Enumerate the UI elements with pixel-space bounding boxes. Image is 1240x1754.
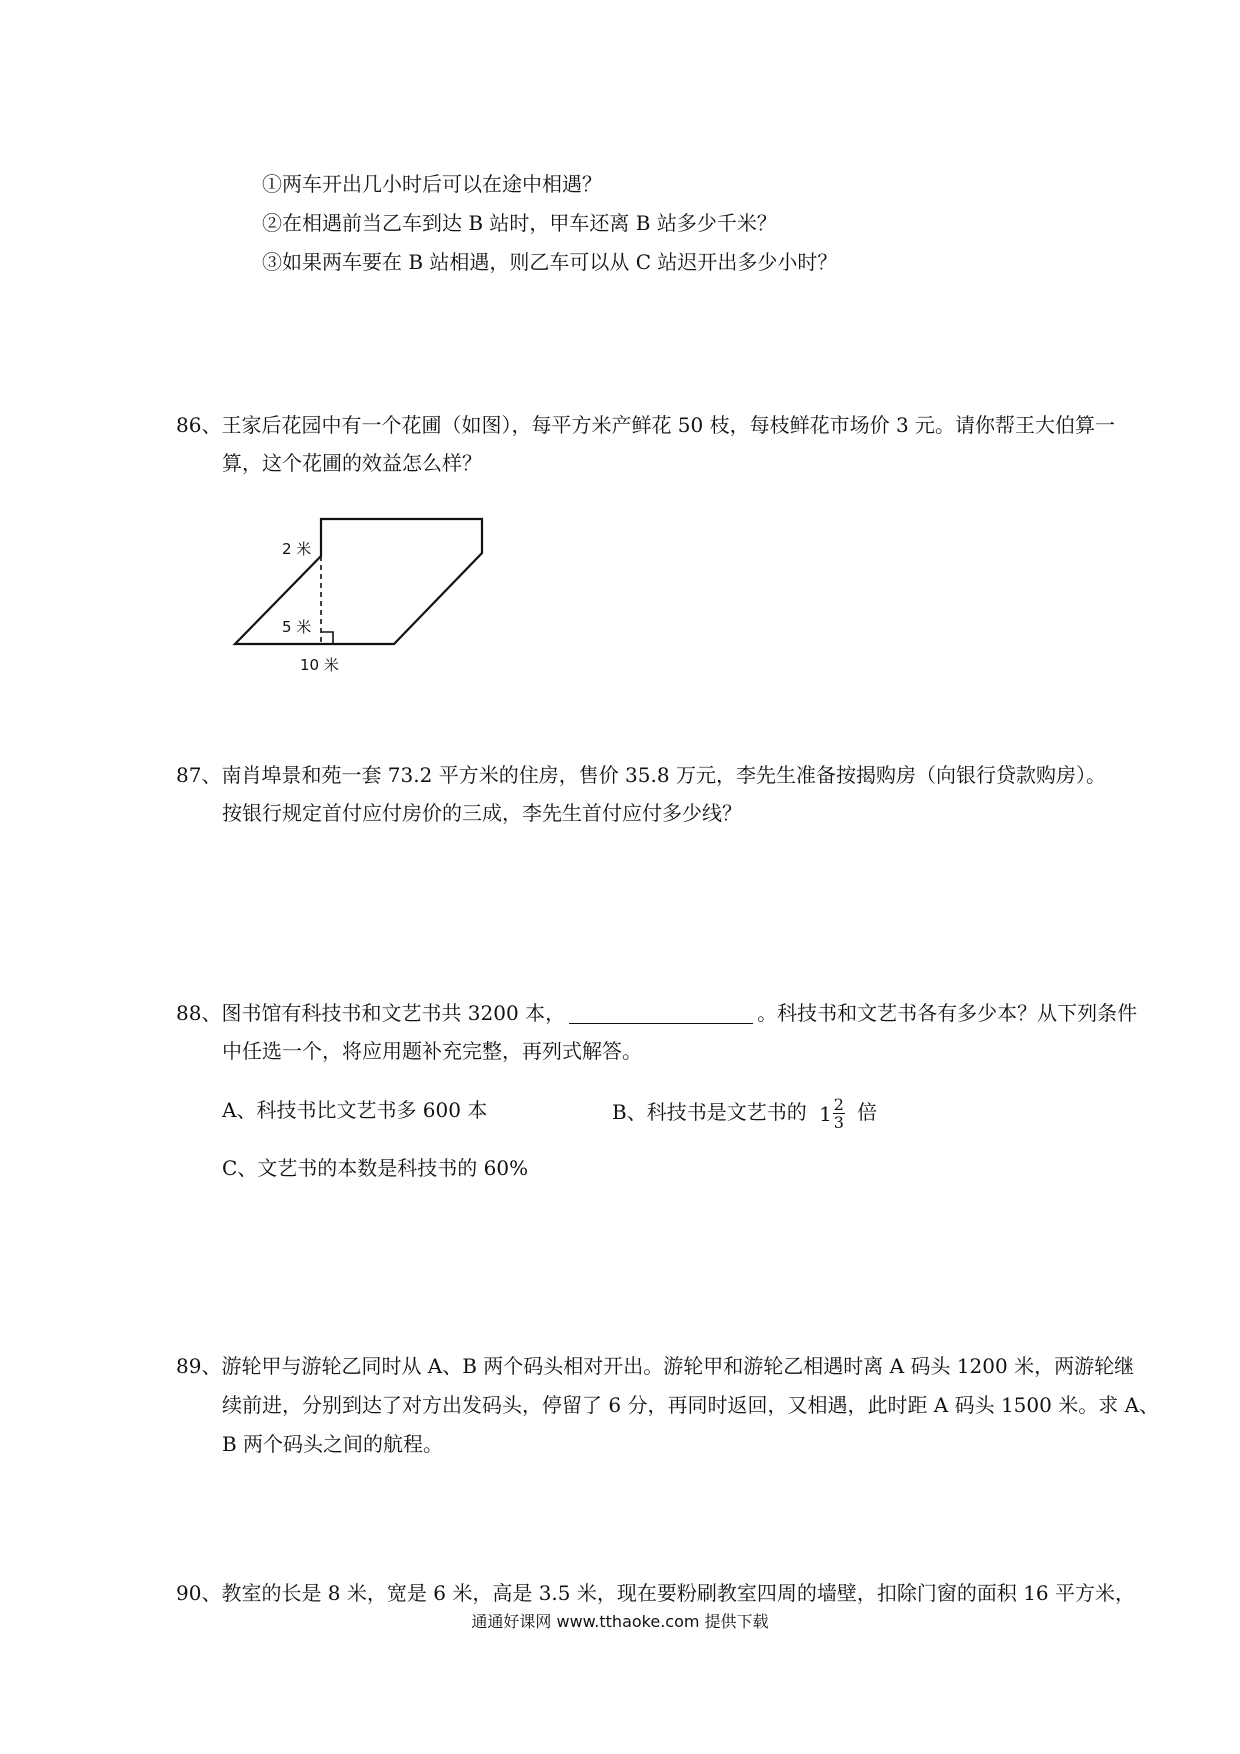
question-90-number: 90、 bbox=[176, 1581, 222, 1605]
question-86-text-1: 王家后花园中有一个花圃（如图），每平方米产鲜花 50 枝，每枝鲜花市场价 3 元。请你帮王大伯算一 bbox=[221, 413, 1116, 437]
question-89-line-1 bbox=[176, 1352, 1134, 1380]
fraction-part bbox=[833, 1096, 845, 1131]
option-b-text: B、科技书是文艺书的 bbox=[612, 1100, 807, 1124]
question-88-line-2: 中任选一个，将应用题补充完整，再列式解答。 bbox=[222, 1039, 642, 1063]
question-89-line-2: 续前进，分别到达了对方出发码头，停留了 6 分，再同时返回，又相遇，此时距 A 码头 1500 米。求 A、 bbox=[222, 1393, 1160, 1417]
page-footer: 通通好课网 www.tthaoke.com 提供下载 bbox=[471, 1612, 769, 1631]
question-85-item-2: ②在相遇前当乙车到达 B 站时，甲车还离 B 站多少千米？ bbox=[262, 211, 777, 235]
label-top-length: 2 米 bbox=[282, 540, 312, 558]
question-88-option-c: C、文艺书的本数是科技书的 60% bbox=[222, 1156, 529, 1180]
question-87-number: 87、 bbox=[176, 763, 222, 787]
question-86-number: 86、 bbox=[176, 413, 222, 437]
label-base-length: 10 米 bbox=[300, 656, 339, 674]
question-87-line-2: 按银行规定首付应付房价的三成，李先生首付应付多少线？ bbox=[222, 801, 742, 825]
question-86-line-1 bbox=[176, 411, 1115, 439]
mixed-fraction bbox=[819, 1096, 845, 1131]
question-87-text-1: 南肖埠景和苑一套 73.2 平方米的住房，售价 35.8 万元，李先生准备按揭购房（向银行贷款购房）。 bbox=[221, 763, 1106, 787]
question-87-line-1 bbox=[176, 761, 1106, 789]
question-88-number: 88、 bbox=[176, 1001, 222, 1025]
question-89-number: 89、 bbox=[176, 1354, 222, 1378]
question-90-line-1 bbox=[176, 1579, 1135, 1607]
fraction-denominator: 3 bbox=[833, 1113, 844, 1132]
flower-bed-figure bbox=[220, 510, 520, 700]
question-88-text-1b: 。科技书和文艺书各有多少本？从下列条件 bbox=[757, 1001, 1138, 1025]
option-b-suffix: 倍 bbox=[857, 1100, 878, 1124]
fraction-whole: 1 bbox=[819, 1101, 832, 1126]
question-89-line-3: B 两个码头之间的航程。 bbox=[222, 1432, 444, 1456]
fraction-numerator: 2 bbox=[833, 1095, 844, 1114]
question-85-item-1: ①两车开出几小时后可以在途中相遇？ bbox=[262, 172, 602, 196]
right-angle-mark bbox=[321, 632, 333, 644]
question-86-line-2: 算，这个花圃的效益怎么样？ bbox=[222, 451, 482, 475]
question-88-option-b bbox=[612, 1096, 877, 1131]
label-height: 5 米 bbox=[282, 618, 312, 636]
question-88-text-1a: 图书馆有科技书和文艺书共 3200 本， bbox=[221, 1001, 566, 1025]
question-88-line-1 bbox=[176, 999, 1137, 1027]
question-88-option-a: A、科技书比文艺书多 600 本 bbox=[222, 1098, 488, 1122]
question-90-text-1: 教室的长是 8 米，宽是 6 米，高是 3.5 米，现在要粉刷教室四周的墙壁，扣除门窗的面积 16 平方米， bbox=[221, 1581, 1136, 1605]
answer-blank[interactable] bbox=[569, 1005, 753, 1024]
flower-bed-outline bbox=[235, 519, 482, 644]
question-85-item-3: ③如果两车要在 B 站相遇，则乙车可以从 C 站迟开出多少小时？ bbox=[262, 250, 838, 274]
question-89-text-1: 游轮甲与游轮乙同时从 A、B 两个码头相对开出。游轮甲和游轮乙相遇时离 A 码头 1200 米，两游轮继 bbox=[221, 1354, 1135, 1378]
